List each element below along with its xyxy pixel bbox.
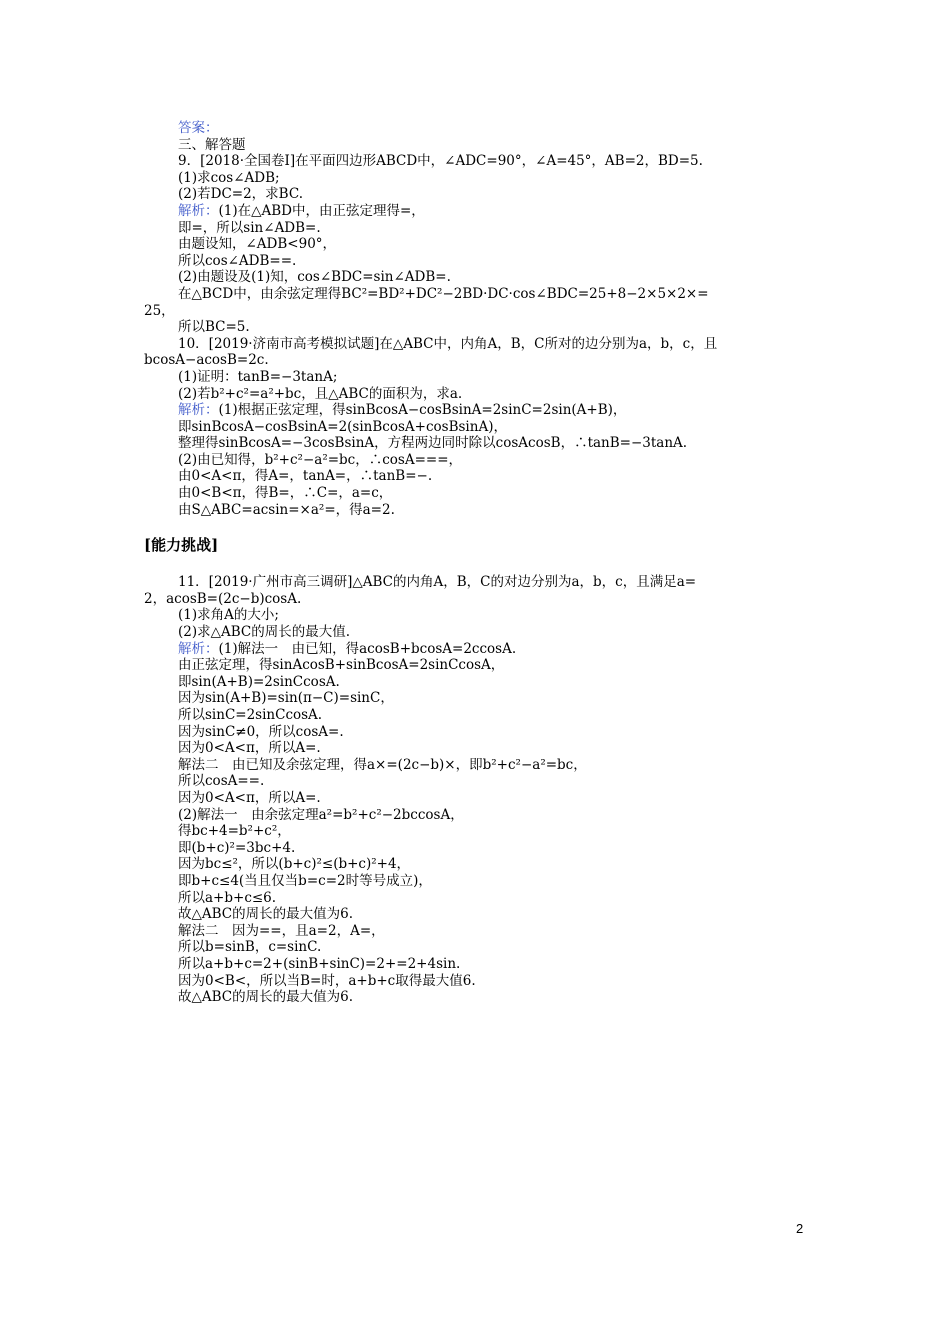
page-number: 2: [796, 1221, 804, 1236]
q11-solution-line: 解析：(1)解法一 由已知，得acosB+bcosA=2ccosA.: [178, 640, 517, 657]
q10-solution-line: 解析：(1)根据正弦定理，得sinBcosA−cosBsinA=2sinC=2sin(A+B)，: [178, 402, 627, 419]
q11-solution-line: 所以b=sinB，c=sinC.: [178, 939, 322, 956]
q10-solution-line: 由0<A<π，得A=，tanA=，∴tanB=−.: [178, 468, 433, 485]
q10-solution-line: 由0<B<π，得B=，∴C=，a=c，: [178, 485, 393, 502]
q9-solution-line: 解析：(1)在△ABD中，由正弦定理得=，: [178, 202, 425, 219]
q11-solution-line: 因为bc≤²，所以(b+c)²≤(b+c)²+4，: [178, 856, 411, 873]
q11-solution-line: 因为sinC≠0，所以cosA=.: [178, 723, 344, 740]
q11-solution-line: 解法二 因为==，且a=2，A=，: [178, 922, 385, 939]
q11-solution-line: 因为sin(A+B)=sin(π−C)=sinC，: [178, 690, 394, 707]
q11-solution-line: 得bc+4=b²+c²，: [178, 823, 291, 840]
solution-label: 解析：: [178, 640, 219, 657]
q10-solution-line: 整理得sinBcosA=−3cosBsinA，方程两边同时除以cosAcosB，∴tanB=−3tanA.: [178, 435, 688, 452]
q10-solution-line: 即sinBcosA−cosBsinA=2(sinBcosA+cosBsinA)，: [178, 418, 507, 435]
q9-solution-line: 即=，所以sin∠ADB=.: [178, 219, 321, 236]
q11-solution-line: 即sin(A+B)=2sinCcosA.: [178, 673, 340, 690]
ability-section-heading: [能力挑战]: [144, 536, 219, 555]
q11-solution-line: 所以cosA==.: [178, 773, 265, 790]
answer-label: 答案：: [178, 120, 219, 136]
q9-solution-line: 由题设知，∠ADB<90°，: [178, 236, 337, 253]
q10-stem: 10．[2019·济南市高考模拟试题]在△ABC中，内角A，B，C所对的边分别为a，b，c，且: [178, 335, 718, 352]
document-body: [144, 120, 808, 1006]
q10-part1: (1)证明：tanB=−3tanA;: [178, 368, 338, 385]
q11-part2: (2)求△ABC的周长的最大值.: [178, 624, 351, 641]
q11-solution-line: 所以a+b+c=2+(sinB+sinC)=2+=2+4sin.: [178, 955, 461, 972]
q10-solution-line: 由S△ABC=acsin=×a²=，得a=2.: [178, 501, 395, 518]
q11-solution-line: 解法二 由已知及余弦定理，得a×=(2c−b)×，即b²+c²−a²=bc，: [178, 756, 587, 773]
q9-stem: 9．[2018·全国卷Ⅰ]在平面四边形ABCD中，∠ADC=90°，∠A=45°，AB=2，BD=5.: [178, 153, 703, 170]
q11-solution-line: 即(b+c)²=3bc+4.: [178, 839, 296, 856]
q9-solution-line: 所以cos∠ADB==.: [178, 252, 297, 269]
q10-solution-line: (2)由已知得，b²+c²−a²=bc，∴cosA===，: [178, 451, 463, 468]
q9-solution-line: (2)由题设及(1)知，cos∠BDC=sin∠ADB=.: [178, 269, 451, 286]
q11-stem-cont: 2，acosB=(2c−b)cosA.: [144, 590, 302, 607]
q11-solution-line: 故△ABC的周长的最大值为6.: [178, 906, 354, 923]
q9-solution-line: 在△BCD中，由余弦定理得BC²=BD²+DC²−2BD·DC·cos∠BDC=25+8−2×5×2×=: [178, 285, 709, 302]
solution-label: 解析：: [178, 402, 219, 419]
q9-solution-line: 所以BC=5.: [178, 319, 250, 336]
q10-stem-cont: bcosA−acosB=2c.: [144, 352, 269, 369]
q11-solution-line: 因为0<A<π，所以A=.: [178, 789, 321, 806]
q11-solution-line: 因为0<B<，所以当B=时，a+b+c取得最大值6.: [178, 972, 476, 989]
q10-part2: (2)若b²+c²=a²+bc，且△ABC的面积为，求a.: [178, 385, 463, 402]
q11-solution-line: 故△ABC的周长的最大值为6.: [178, 989, 354, 1006]
q11-solution-line: 所以sinC=2sinCcosA.: [178, 707, 323, 723]
q9-solution-line: 25，: [144, 302, 175, 319]
q11-solution-line: (2)解法一 由余弦定理a²=b²+c²−2bccosA，: [178, 806, 464, 823]
q11-solution-line: 所以a+b+c≤6.: [178, 889, 277, 906]
section-heading: 三、解答题: [178, 136, 246, 153]
q11-stem: 11．[2019·广州市高三调研]△ABC的内角A，B，C的对边分别为a，b，c，且满足a=: [178, 574, 697, 591]
q11-solution-line: 由正弦定理，得sinAcosB+sinBcosA=2sinCcosA，: [178, 657, 505, 674]
q11-solution-line: 即b+c≤4(当且仅当b=c=2时等号成立)，: [178, 872, 432, 889]
q11-part1: (1)求角A的大小;: [178, 607, 279, 624]
q9-part2: (2)若DC=2，求BC.: [178, 186, 303, 203]
q11-solution-line: 因为0<A<π，所以A=.: [178, 740, 321, 757]
solution-label: 解析：: [178, 202, 219, 219]
q9-part1: (1)求cos∠ADB;: [178, 169, 280, 186]
